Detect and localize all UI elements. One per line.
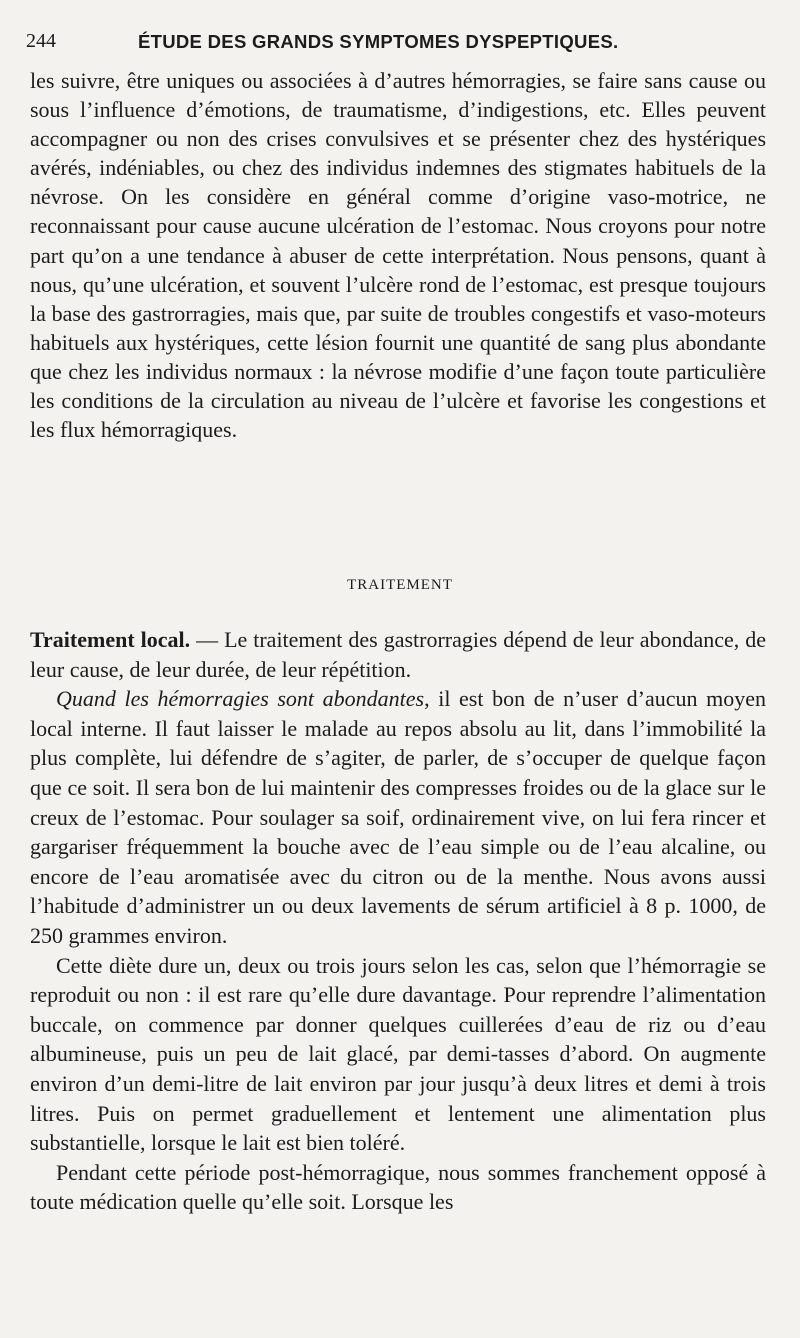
page-number: 244 [26, 30, 56, 52]
body-text-top [30, 66, 766, 444]
body-text-treatment [30, 625, 766, 1217]
italic-lead: Quand les hémorragies sont abondantes [56, 686, 425, 712]
paragraph-traitement-local [30, 625, 766, 684]
paragraph-continuation: les suivre, être uniques ou associées à d’autres hémorragies, se faire sans cause ou sous l’influence d’émotions, de traumatisme, d’indigestions, etc. Elles peuvent accompagner ou non des crises convulsives et se présenter chez des hystériques avérés, indéniables, ou chez des individus indemnes des stigmates habituels de la névrose. On les considère en général comme d’origine vaso-motrice, ne reconnaissant pour cause aucune ulcération de l’estomac. Nous croyons pour notre part qu’on a une tendance à abuser de cette interprétation. Nous pensons, quant à nous, qu’une ulcération, et souvent l’ulcère rond de l’estomac, est presque toujours la base des gastrorragies, mais que, par suite de troubles congestifs et vaso-moteurs habituels aux hystériques, cette lésion fournit une quantité de sang plus abondante que chez les individus normaux : la névrose modifie d’une façon toute particulière les conditions de la circulation au niveau de l’ulcère et favorise les congestions et les flux hémorragiques. [30, 68, 766, 443]
page-header [26, 30, 760, 58]
paragraph-hemorragies-abondantes [30, 684, 766, 950]
section-heading: TRAITEMENT [347, 577, 453, 593]
paragraph-post-hemorragique: Pendant cette période post-hémorragique, nous sommes franchement opposé à toute médication quelle qu’elle soit. Lorsque les [30, 1159, 766, 1215]
running-head: ÉTUDE DES GRANDS SYMPTOMES DYSPEPTIQUES. [138, 31, 619, 52]
paragraph-text: , il est bon de n’user d’aucun moyen local interne. Il faut laisser le malade au repos absolu au lit, dans l’immobilité la plus complète, lui défendre de s’agiter, de parler, de s’occuper de quelque façon que ce soit. Il sera bon de lui maintenir des compresses froides ou de la glace sur le creux de l’estomac. Pour soulager sa soif, ordinairement vive, on lui fera rincer et gargariser fréquemment la bouche avec de l’eau simple ou de l’eau alcaline, ou encore de l’eau aromatisée avec du citron ou de la menthe. Nous avons aussi l’habitude d’administrer un ou deux lavements de sérum artificiel à 8 p. 1000, de 250 grammes environ. [30, 686, 766, 948]
run-in-title: Traitement local. [30, 627, 191, 652]
paragraph-text: — Le traitement des gastrorragies dépend de leur abondance, de leur cause, de leur durée, de leur répétition. [30, 627, 766, 682]
paragraph-diete: Cette diète dure un, deux ou trois jours selon les cas, selon que l’hémorragie se reproduit ou non : il est rare qu’elle dure davantage. Pour reprendre l’alimentation buccale, on commence par donner quelques cuillerées d’eau de riz ou d’eau albumineuse, puis un peu de lait glacé, par demi-tasses d’abord. On augmente environ d’un demi-litre de lait environ par jour jusqu’à deux litres et demi à trois litres. Puis on permet graduellement et lentement une alimentation plus substantielle, lorsque le lait est bien toléré. [30, 952, 766, 1156]
